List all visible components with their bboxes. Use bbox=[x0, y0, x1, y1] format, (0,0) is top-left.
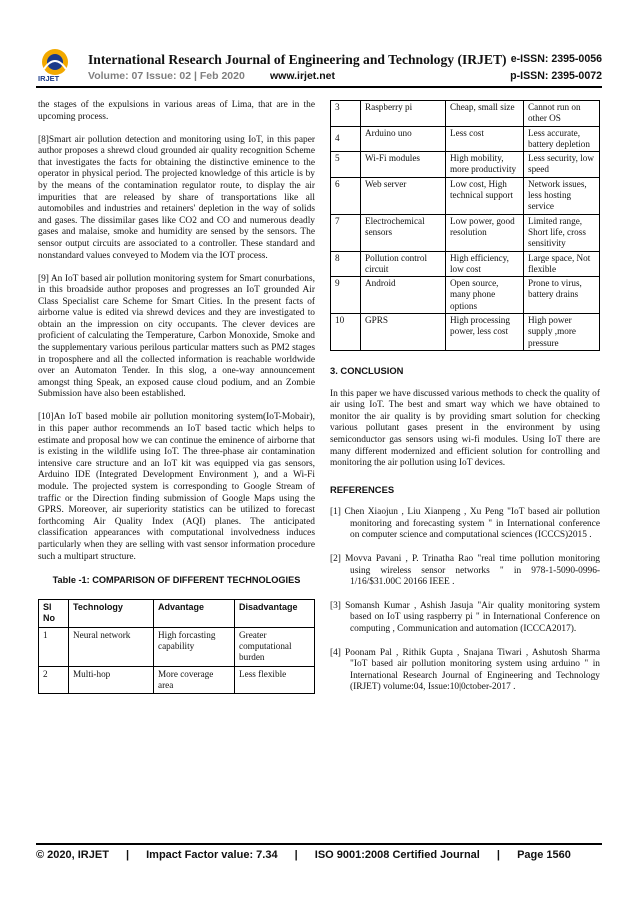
table-cell: 9 bbox=[331, 277, 361, 314]
header-divider bbox=[36, 86, 602, 88]
right-column bbox=[330, 100, 600, 706]
table-cell: 1 bbox=[39, 627, 69, 666]
table-cell: Low cost, High technical support bbox=[446, 177, 524, 214]
reference-item: [1] Chen Xiaojun , Liu Xianpeng , Xu Peng "IoT based air pollution monitoring and forecasting system " in International conference on computer science and computational sciences (ICCCS)2015 . bbox=[330, 507, 600, 541]
footer-iso: ISO 9001:2008 Certified Journal bbox=[314, 849, 480, 861]
table-cell: Prone to virus, battery drains bbox=[524, 277, 600, 314]
table-cell: Web server bbox=[361, 177, 446, 214]
table-cell: 4 bbox=[331, 126, 361, 152]
reference-item: [2] Movva Pavani , P. Trinatha Rao "real time pollution monitoring using wireless sensor networks " in 978-1-5090-0996-1/16/$31.00C 20166 IEEE . bbox=[330, 554, 600, 588]
table-cell: Less cost bbox=[446, 126, 524, 152]
header-cell: Advantage bbox=[154, 600, 235, 628]
table-cell: High power supply ,more pressure bbox=[524, 314, 600, 351]
table-cell: 10 bbox=[331, 314, 361, 351]
table-cell: 5 bbox=[331, 152, 361, 178]
website-link[interactable]: www.irjet.net bbox=[270, 70, 335, 82]
table-row bbox=[331, 101, 600, 127]
table-cell: Cheap, small size bbox=[446, 101, 524, 127]
conclusion-text: In this paper we have discussed various methods to check the quality of air using IoT. The best and smart way which we have obtained to monitor the air quality is by providing smart solution for checking various pollutant gases present in the environment by using semiconductor gas sensors using wi-fi modules. Using IoT there are many different modernized and efficient solution for controlling and monitoring the air pollution using IoT devices. bbox=[330, 388, 600, 469]
logo-text: IRJET bbox=[38, 74, 60, 83]
table-cell: Less accurate, battery depletion bbox=[524, 126, 600, 152]
journal-title: International Research Journal of Engineering and Technology (IRJET) bbox=[88, 52, 507, 67]
comparison-table-part1 bbox=[38, 599, 315, 694]
page-header bbox=[0, 0, 638, 88]
table-cell: Electrochemical sensors bbox=[361, 214, 446, 251]
table-caption: Table -1: COMPARISON OF DIFFERENT TECHNOLOGIES bbox=[52, 574, 301, 585]
eissn: e-ISSN: 2395-0056 bbox=[510, 53, 602, 65]
table-row bbox=[331, 214, 600, 251]
table-row bbox=[331, 251, 600, 277]
page-footer: © 2020, IRJET | Impact Factor value: 7.34 | ISO 9001:2008 Certified Journal | Page 1560 bbox=[36, 849, 571, 861]
reference-item: [3] Somansh Kumar , Ashish Jasuja "Air quality monitoring system based on IoT using raspberry pi " in International Conference on computing , Communication and automation (ICCCA2017). bbox=[330, 600, 600, 635]
table-cell: High mobility, more productivity bbox=[446, 152, 524, 178]
table-cell: 6 bbox=[331, 177, 361, 214]
table-cell: Wi-Fi modules bbox=[361, 152, 446, 178]
footer-copyright: © 2020, IRJET bbox=[36, 849, 109, 861]
conclusion-heading: 3. CONCLUSION bbox=[330, 364, 404, 376]
table-cell: 7 bbox=[331, 214, 361, 251]
table-row bbox=[39, 666, 315, 694]
table-row bbox=[331, 277, 600, 314]
table-cell: High forcasting capability bbox=[154, 627, 235, 666]
table-cell: Multi-hop bbox=[69, 666, 154, 694]
footer-impact-factor: Impact Factor value: 7.34 bbox=[146, 849, 278, 861]
table-cell: Arduino uno bbox=[361, 126, 446, 152]
header-cell: Disadvantage bbox=[235, 600, 315, 628]
header-cell: Technology bbox=[69, 600, 154, 628]
table-cell: GPRS bbox=[361, 314, 446, 351]
pissn: p-ISSN: 2395-0072 bbox=[510, 70, 602, 82]
volume-issue: Volume: 07 Issue: 02 | Feb 2020 bbox=[88, 70, 245, 82]
table-cell: 8 bbox=[331, 251, 361, 277]
reference-item: [4] Poonam Pal , Rithik Gupta , Snajana Tiwari , Ashutosh Sharma "IoT based air pollution monitoring system using arduino " in International Research Journal of Engineering and Technology (IRJET) volume:04, Issue:10|0ctober-2017 . bbox=[330, 647, 600, 693]
left-column bbox=[38, 100, 315, 694]
footer-page-number: Page 1560 bbox=[517, 849, 571, 861]
table-cell: Less security, low speed bbox=[524, 152, 600, 178]
table-row bbox=[331, 314, 600, 351]
table-cell: Cannot run on other OS bbox=[524, 101, 600, 127]
table-row bbox=[39, 627, 315, 666]
table-cell: 3 bbox=[331, 101, 361, 127]
table-cell: Low power, good resolution bbox=[446, 214, 524, 251]
table-cell: Less flexible bbox=[235, 666, 315, 694]
table-cell: More coverage area bbox=[154, 666, 235, 694]
header-cell: Sl No bbox=[39, 600, 69, 628]
paragraph: [10]An IoT based mobile air pollution monitoring system(IoT-Mobair), in this paper author recommends an IoT based tactic which helps to estimate and proposal how we can continue the eminence of airborne that is existing in the wildlife using IoT. The three-phase air contamination intensive care structure and an IoT kit was equipped via gas sensors, Arduino IDE (Integrated Development Environment ), and a Wi-Fi module. The projected system is corresponding to Google Stream of traffic or the Direction finding submission of Google Maps using the GPRS. Moreover, air superiority statistics can be utilized to forecast forthcoming Air Quality Index (AQI) planes. The anticipated classification appearances with computational involvedness induces particularly when they are selling with vast sensor information procedure such a multipart structure. bbox=[38, 412, 315, 562]
footer-divider bbox=[36, 843, 602, 845]
comparison-table-part2 bbox=[330, 100, 600, 351]
table-cell: Android bbox=[361, 277, 446, 314]
paragraph: the stages of the expulsions in various areas of Lima, that are in the upcoming process. bbox=[38, 100, 315, 122]
table-header-row bbox=[39, 600, 315, 628]
table-cell: Limited range, Short life, cross sensitivity bbox=[524, 214, 600, 251]
table-row bbox=[331, 152, 600, 178]
table-cell: Greater computational burden bbox=[235, 627, 315, 666]
table-cell: High processing power, less cost bbox=[446, 314, 524, 351]
table-cell: Neural network bbox=[69, 627, 154, 666]
table-cell: Pollution control circuit bbox=[361, 251, 446, 277]
references-heading: REFERENCES bbox=[330, 483, 395, 495]
table-cell: 2 bbox=[39, 666, 69, 694]
table-row bbox=[331, 177, 600, 214]
irjet-logo-icon bbox=[40, 47, 70, 77]
table-cell: Open source, many phone options bbox=[446, 277, 524, 314]
table-cell: Network issues, less hosting service bbox=[524, 177, 600, 214]
paragraph: [9] An IoT based air pollution monitoring system for Smart conurbations, in this broadside author proposes and progresses an IoT grounded Air Class Specialist care Scheme for Smart Cities. In the present facts of airborne value is edited via shrewd devices and they are investigated to obtain an the impression on city occupants. The clever devices are proficient of calculating the Temperature, Carbon Monoxide, Smoke and the supplementary various perilous particular matters such as PM2 stages in troposphere and all the collected information is reachable worldwide over an Automaton Tender. In this slog, a one-way announcement amongst thing Speak, an exposed cause cloud podium, and an Zombie Submission have also been established. bbox=[38, 273, 315, 400]
table-row bbox=[331, 126, 600, 152]
table-cell: Raspberry pi bbox=[361, 101, 446, 127]
table-cell: High efficiency, low cost bbox=[446, 251, 524, 277]
table-cell: Large space, Not flexible bbox=[524, 251, 600, 277]
paragraph: [8]Smart air pollution detection and monitoring using IoT, in this paper author proposes a shrewd cloud grounded air quality recognition Scheme that investigates the facts for obtaining the distinctive eminence to the operator in physical period. The projected knowledge of this article is by by the means of the contamination regulator route, to display the air impurities that are released by share of transportations like all automobiles and industries and retainers' depletion in the way of solids and gases. The dissimilar gases like CO2 and CO and numerous deadly gases and malaise, smoke and humidity are sensed by the sensors. The sensor output circuits are associated to a controller. These standard and nonstandard values conveyed to Modem via the IOT process. bbox=[38, 134, 315, 261]
